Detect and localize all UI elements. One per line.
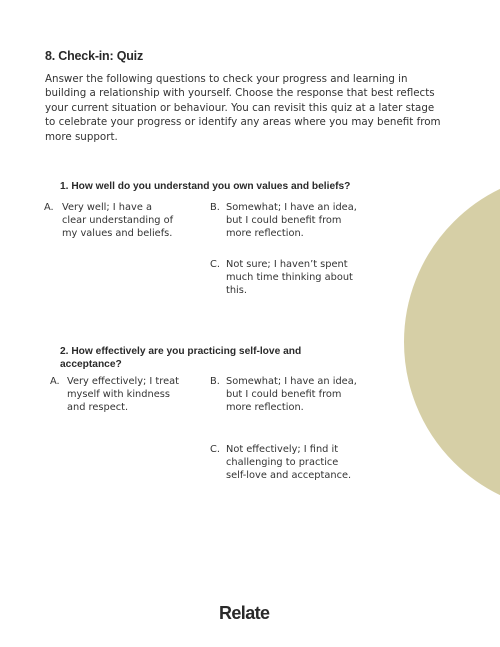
option-text: Very well; I have a clear understanding of my values and beliefs. bbox=[62, 202, 174, 240]
q2-option-c[interactable] bbox=[210, 443, 355, 483]
q2-option-b[interactable] bbox=[210, 375, 360, 415]
option-text: Very effectively; I treat myself with kindness and respect. bbox=[67, 376, 179, 414]
question-1: 1. How well do you understand you own values and beliefs? bbox=[60, 181, 351, 192]
option-letter: C. bbox=[210, 444, 220, 455]
option-text: Somewhat; I have an idea, but I could benefit from more reflection. bbox=[226, 376, 357, 414]
q1-option-b[interactable] bbox=[210, 201, 360, 241]
section-title: 8. Check-in: Quiz bbox=[45, 49, 144, 63]
option-letter: B. bbox=[210, 376, 220, 387]
question-2: 2. How effectively are you practicing self-love and acceptance? bbox=[60, 346, 302, 370]
option-letter: A. bbox=[50, 376, 60, 387]
option-text: Somewhat; I have an idea, but I could benefit from more reflection. bbox=[226, 202, 357, 240]
option-text: Not effectively; I find it challenging to practice self-love and acceptance. bbox=[226, 444, 352, 482]
intro-paragraph: Answer the following questions to check your progress and learning in building a relationship with yourself. Choose the response that best reflects your current situation or behaviour. You can revisit this quiz at a later stage to celebrate your progress or identify any areas where you may benefit from more support. bbox=[45, 73, 441, 143]
option-letter: C. bbox=[210, 259, 220, 270]
option-text: Not sure; I haven’t spent much time thinking about this. bbox=[226, 259, 353, 297]
option-letter: B. bbox=[210, 202, 220, 213]
option-letter: A. bbox=[44, 202, 54, 213]
q1-option-c[interactable] bbox=[210, 258, 360, 298]
relate-logo: Relate bbox=[219, 603, 270, 623]
q1-option-a[interactable] bbox=[44, 201, 179, 241]
q2-option-a[interactable] bbox=[50, 375, 190, 415]
